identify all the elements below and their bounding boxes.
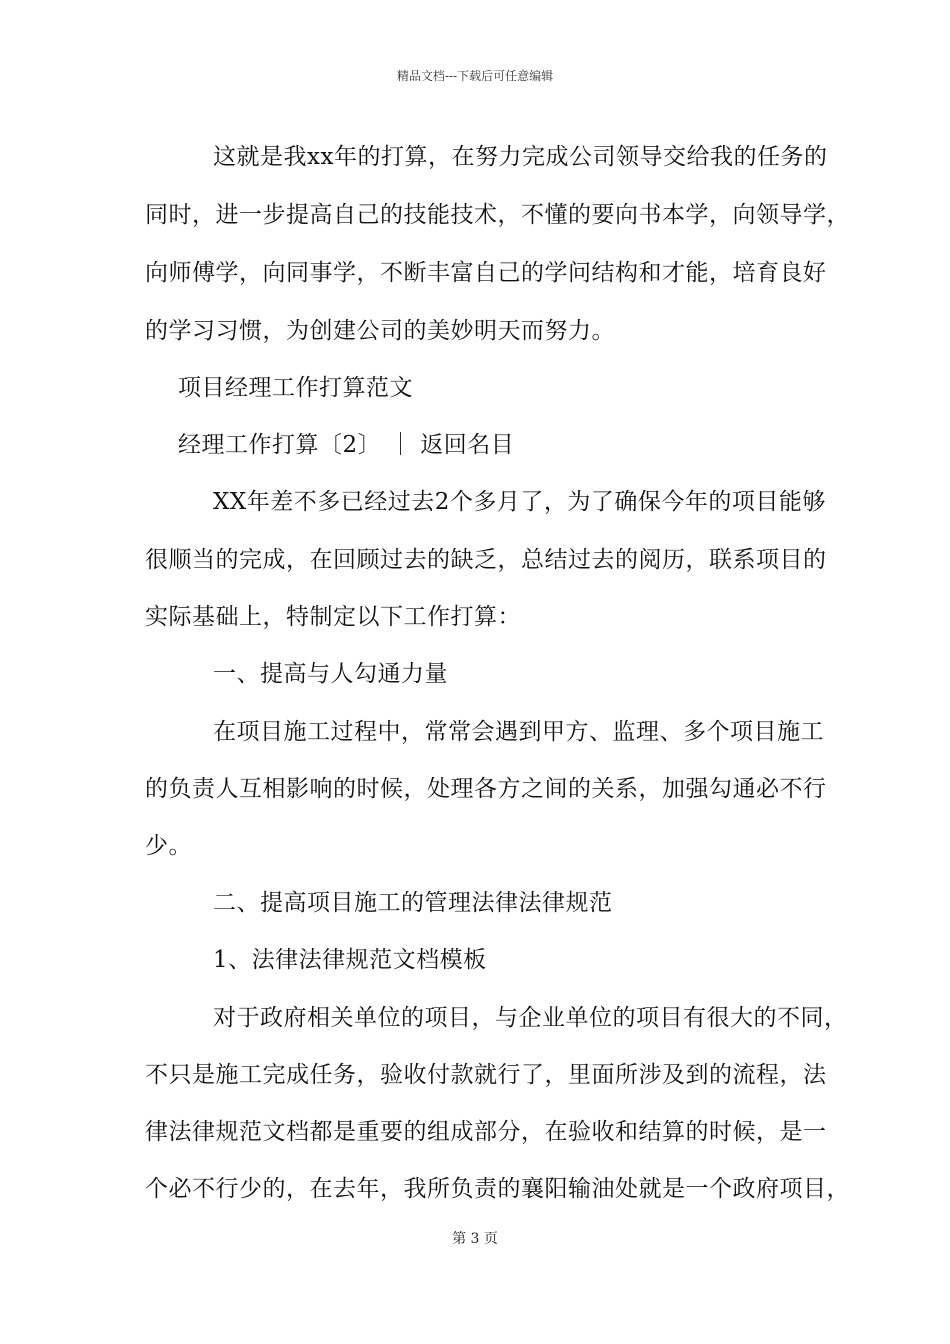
section-heading: 二、提高项目施工的管理法律法律规范 [213,890,613,916]
section-heading: 一、提高与人勾通力量 [213,661,448,687]
paragraph-line: 对于政府相关单位的项目，与企业单位的项目有很大的不同， [213,1005,848,1031]
page-header: 精品文档---下载后可任意编辑 [396,69,554,83]
paragraph-line: 少。 [145,833,192,859]
paragraph-line: 在项目施工过程中，常常会遇到甲方、监理、多个项目施工 [213,719,824,745]
paragraph-line: 的负责人互相影响的时候，处理各方之间的关系，加强勾通必不行 [145,776,827,802]
paragraph-line: 很顺当的完成，在回顾过去的缺乏，总结过去的阅历，联系项目的 [145,547,827,573]
paragraph-line: 同时，进一步提高自己的技能技术，不懂的要向书本学，向领导学， [145,202,850,228]
page-number: 第 3 页 [452,1231,498,1247]
nav-link-line[interactable]: 经理工作打算〔2〕 ｜ 返回名目 [178,432,515,458]
paragraph-line: 的学习习惯，为创建公司的美妙明天而努力。 [145,318,615,344]
section-heading: 项目经理工作打算范文 [178,375,413,401]
paragraph-line: 律法律规范文档都是重要的组成部分，在验收和结算的时候，是一 [145,1119,827,1145]
paragraph-line: 向师傅学，向同事学，不断丰富自己的学问结构和才能，培育良好 [145,260,827,286]
subsection-heading: 1、法律法律规范文档模板 [213,947,487,973]
paragraph-line: XX年差不多已经过去2个多月了，为了确保今年的项目能够 [213,489,826,515]
paragraph-line: 个必不行少的，在去年，我所负责的襄阳输油处就是一个政府项目， [145,1176,850,1202]
paragraph-line: 实际基础上，特制定以下工作打算： [145,604,521,630]
paragraph-line: 不只是施工完成任务，验收付款就行了，里面所涉及到的流程，法 [145,1062,827,1088]
paragraph-line: 这就是我xx年的打算，在努力完成公司领导交给我的任务的 [213,144,828,170]
